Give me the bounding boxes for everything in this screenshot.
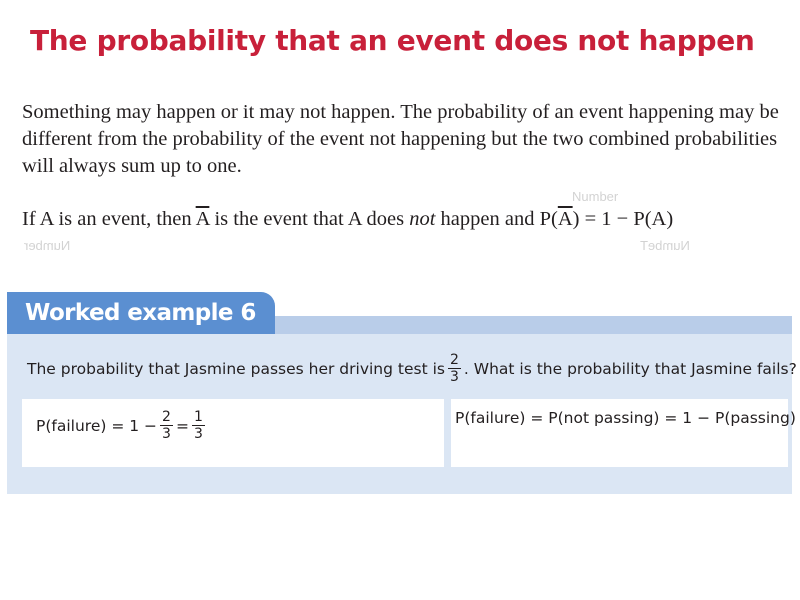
worked-example-tab (7, 292, 275, 334)
fraction (192, 409, 205, 442)
bleed-through-text: NumbeT (640, 238, 690, 253)
intro-line: will always sum up to one. (22, 155, 242, 177)
solution-working (36, 409, 208, 442)
solution-explanation: P(failure) = P(not passing) = 1 − P(passing) (455, 409, 796, 427)
fraction (160, 409, 173, 442)
answer-text: P(failure) = 1 − (36, 416, 158, 435)
worked-example-question (27, 352, 797, 385)
bleed-through-text: Number (572, 189, 619, 204)
a-bar-symbol: $\overline{A}$ (195, 208, 210, 230)
equals-sign: = (175, 416, 189, 435)
rule-text: If A is an event, then (22, 208, 196, 230)
rule-text: happen and P( (435, 208, 558, 230)
intro-line: Something may happen or it may not happen. The probability of an event happening may be (22, 101, 779, 123)
worked-example-label: Worked example 6 (25, 300, 256, 326)
bleed-through-text: Number (24, 238, 71, 253)
rule-text: is the event that A does (209, 208, 410, 230)
a-bar-symbol: $\overline{A}$ (557, 208, 573, 230)
fraction-denominator: 3 (162, 426, 171, 442)
section-title: The probability that an event does not happen (30, 24, 755, 57)
intro-line: different from the probability of the event not happening but the two combined probabilities (22, 128, 778, 150)
question-text: . What is the probability that Jasmine fails? (463, 359, 797, 378)
intro-paragraph (22, 99, 792, 180)
fraction-numerator: 2 (162, 409, 171, 425)
rule-formula: ) = 1 − P(A) (572, 208, 674, 230)
complement-rule (22, 206, 673, 233)
fraction-denominator: 3 (193, 426, 203, 442)
question-text: The probability that Jasmine passes her driving test is (27, 359, 445, 378)
fraction-numerator: 1 (193, 409, 203, 425)
rule-emphasis: not (409, 208, 436, 230)
fraction-denominator: 3 (449, 369, 459, 385)
fraction-numerator: 2 (449, 352, 459, 368)
fraction (448, 352, 461, 385)
